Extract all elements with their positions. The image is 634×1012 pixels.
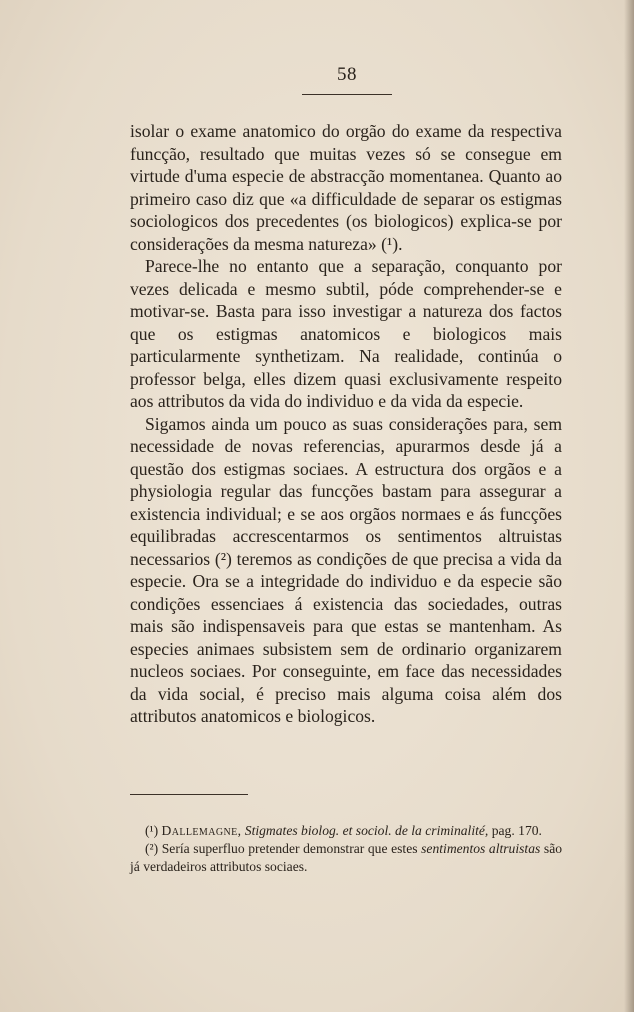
paragraph-1: isolar o exame anatomico do orgão do exame da respectiva funcção, resultado que muitas vezes só se consegue em virtude d'uma especie de abstracção momentanea. Quanto ao primeiro caso diz que «a difficuldade de separar os estigmas sociologicos dos precedentes (os biologicos) explica-se por considerações da mesma natureza» (¹). [130,121,562,254]
footnote-1 [130,822,562,840]
footnote-2 [130,840,562,876]
footnote-2-italic: sentimentos altruistas [421,841,541,856]
header-rule [302,94,392,95]
footnote-2-text-before: Sería superfluo pretender demonstrar que estes [161,841,418,856]
page-edge-shadow [624,0,634,1012]
footnotes [130,822,562,876]
body-text [130,120,562,728]
paragraph-3: Sigamos ainda um pouco as suas considerações para, sem necessidade de novas referencias, apurarmos desde já a questão dos estigmas sociaes. A estructura dos orgãos e a physiologia regular das funcções bastam para assegurar a existencia individual; e se aos orgãos normaes e ás funcções equilibradas accrescentarmos os sentimentos altruistas necessarios (²) teremos as condições de que precisa a vida da especie. Ora se a integridade do individuo e da especie são condições essenciaes á existencia das sociedades, outras mais são indispensaveis para que estas se mantenham. As especies animaes subsistem sem de ordinario organizarem nucleos sociaes. Por conseguinte, em face das necessidades da vida social, é preciso mais alguma coisa além dos attributos anatomicos e biologicos. [130,413,562,726]
paragraph-2: Parece-lhe no entanto que a separação, conquanto por vezes delicada e mesmo subtil, póde comprehender-se e motivar-se. Basta para isso investigar a natureza dos factos que os estigmas anatomicos e biologicos mais particularmente synthetizam. Na realidade, continúa o professor belga, elles dizem quasi exclusivamente respeito aos attributos da vida do individuo e da vida da especie. [130,256,562,411]
footnote-2-text-after: são já verdadeiros attributos sociaes. [130,841,563,874]
footnote-rule [130,794,248,795]
footnote-1-page: pag. 170. [491,823,542,838]
footnote-1-title: Stigmates biolog. et sociol. de la criminalité, [244,823,489,838]
page-number: 58 [337,64,357,85]
footnote-1-marker: (¹) [145,823,159,838]
footnote-2-marker: (²) [145,841,159,856]
footnote-1-author: Dallemagne, [161,823,242,838]
